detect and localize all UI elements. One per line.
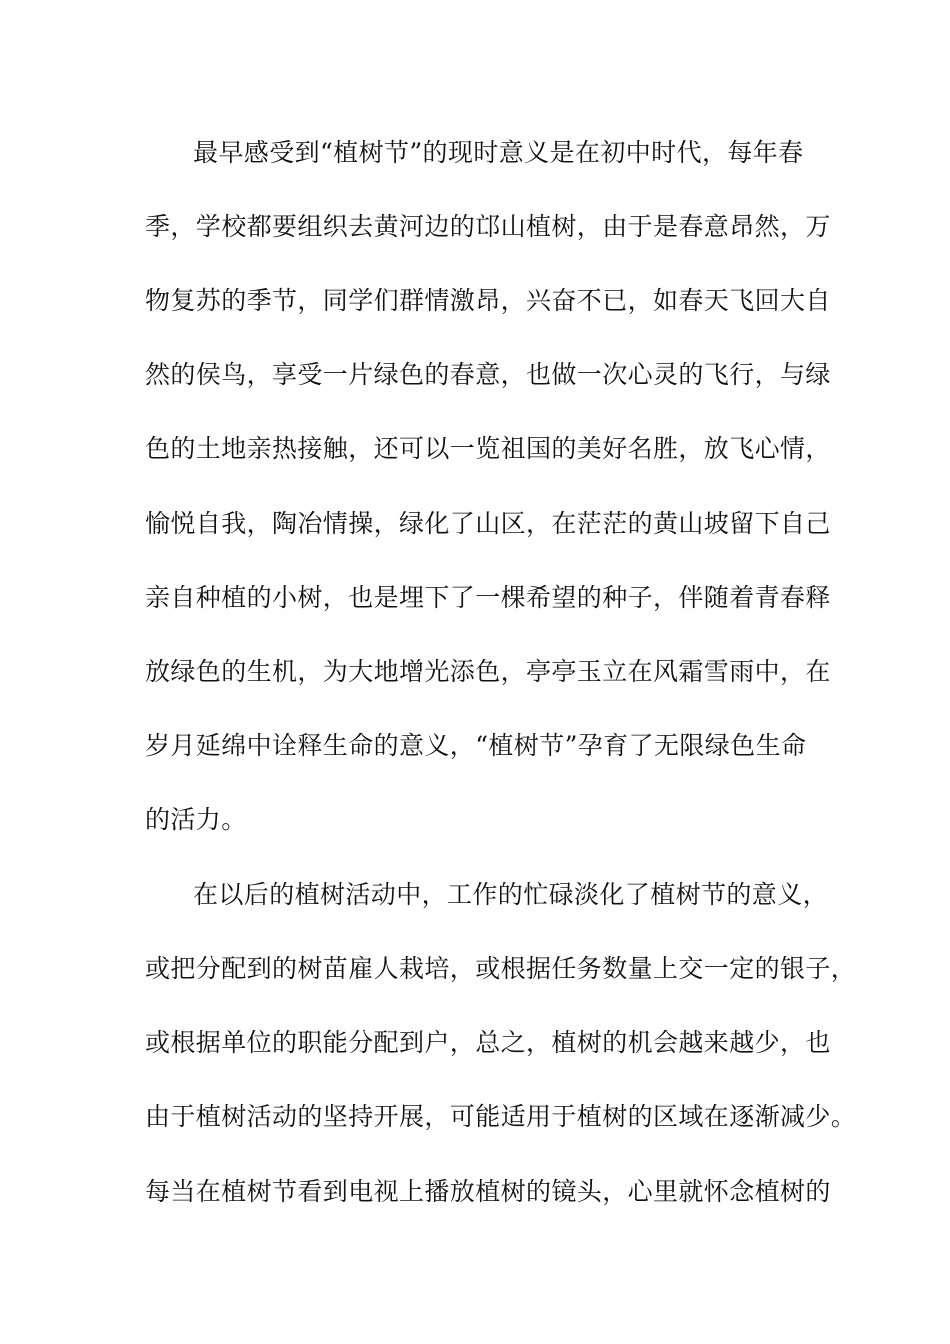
text-line: 或把分配到的树苗雇人栽培，或根据任务数量上交一定的银子， [145, 954, 857, 983]
text-line: 岁月延绵中诠释生命的意义，“植树节”孕育了无限绿色生命 [145, 731, 807, 760]
text-line: 季，学校都要组织去黄河边的邙山植树，由于是春意昂然，万 [145, 212, 831, 241]
text-line: 由于植树活动的坚持开展，可能适用于植树的区域在逐渐减少。 [145, 1102, 857, 1131]
text-line: 物复苏的季节，同学们群情激昂，兴奋不已，如春天飞回大自 [145, 286, 831, 315]
text-line: 每当在植树节看到电视上播放植树的镜头，心里就怀念植树的 [145, 1177, 831, 1206]
text-line: 愉悦自我，陶冶情操，绿化了山区，在茫茫的黄山坡留下自己 [145, 509, 831, 538]
text-line: 色的土地亲热接触，还可以一览祖国的美好名胜，放飞心情， [145, 434, 831, 463]
text-line: 的活力。 [145, 805, 247, 834]
text-line: 然的侯鸟，享受一片绿色的春意，也做一次心灵的飞行，与绿 [145, 360, 831, 389]
text-line: 在以后的植树活动中，工作的忙碌淡化了植树节的意义， [193, 880, 829, 909]
text-line: 或根据单位的职能分配到户，总之，植树的机会越来越少，也 [145, 1028, 831, 1057]
text-line: 放绿色的生机，为大地增光添色，亭亭玉立在风霜雪雨中，在 [145, 657, 831, 686]
text-line: 亲自种植的小树，也是埋下了一棵希望的种子，伴随着青春释 [145, 583, 831, 612]
text-line: 最早感受到“植树节”的现时意义是在初中时代，每年春 [193, 138, 804, 167]
